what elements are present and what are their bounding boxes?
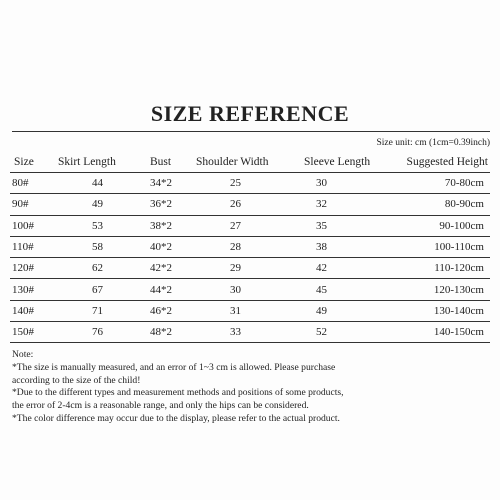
header-suggested-height: Suggested Height xyxy=(396,152,490,173)
cell-skirt-length: 67 xyxy=(58,279,150,300)
cell-size: 110# xyxy=(10,236,58,257)
cell-shoulder-width: 29 xyxy=(196,258,304,279)
cell-sleeve-length: 42 xyxy=(304,258,396,279)
header-sleeve-length: Sleeve Length xyxy=(304,152,396,173)
cell-shoulder-width: 28 xyxy=(196,236,304,257)
header-skirt-length: Skirt Length xyxy=(58,152,150,173)
cell-size: 90# xyxy=(10,194,58,215)
cell-shoulder-width: 26 xyxy=(196,194,304,215)
size-table xyxy=(10,152,490,343)
table-row xyxy=(10,279,490,300)
cell-bust: 48*2 xyxy=(150,322,196,343)
cell-suggested-height: 120-130cm xyxy=(396,279,490,300)
table-row xyxy=(10,194,490,215)
page-title: SIZE REFERENCE xyxy=(150,101,350,126)
cell-size: 130# xyxy=(10,279,58,300)
table-row xyxy=(10,173,490,194)
notes-section xyxy=(12,349,490,426)
table-row xyxy=(10,215,490,236)
table-row xyxy=(10,322,490,343)
table-header-row xyxy=(10,152,490,173)
cell-suggested-height: 130-140cm xyxy=(396,300,490,321)
title-divider xyxy=(12,131,490,132)
cell-size: 80# xyxy=(10,173,58,194)
cell-size: 120# xyxy=(10,258,58,279)
cell-shoulder-width: 27 xyxy=(196,215,304,236)
header-bust: Bust xyxy=(150,152,196,173)
note-line: the error of 2-4cm is a reasonable range, and only the hips can be considered. xyxy=(12,400,309,412)
size-unit-note: Size unit: cm (1cm=0.39inch) xyxy=(376,138,490,148)
cell-shoulder-width: 33 xyxy=(196,322,304,343)
note-line: *Due to the different types and measurement methods and positions of some products, xyxy=(12,387,344,399)
cell-skirt-length: 44 xyxy=(58,173,150,194)
cell-shoulder-width: 30 xyxy=(196,279,304,300)
note-line: *The size is manually measured, and an error of 1~3 cm is allowed. Please purchase xyxy=(12,361,336,373)
cell-sleeve-length: 49 xyxy=(304,300,396,321)
cell-sleeve-length: 35 xyxy=(304,215,396,236)
table-row xyxy=(10,300,490,321)
table-row xyxy=(10,236,490,257)
cell-suggested-height: 70-80cm xyxy=(396,173,490,194)
cell-sleeve-length: 52 xyxy=(304,322,396,343)
cell-bust: 34*2 xyxy=(150,173,196,194)
header-shoulder-width: Shoulder Width xyxy=(196,152,304,173)
cell-sleeve-length: 30 xyxy=(304,173,396,194)
cell-sleeve-length: 38 xyxy=(304,236,396,257)
cell-skirt-length: 62 xyxy=(58,258,150,279)
cell-bust: 42*2 xyxy=(150,258,196,279)
table-row xyxy=(10,258,490,279)
cell-skirt-length: 53 xyxy=(58,215,150,236)
header-size: Size xyxy=(10,152,58,173)
cell-suggested-height: 140-150cm xyxy=(396,322,490,343)
cell-suggested-height: 80-90cm xyxy=(396,194,490,215)
cell-skirt-length: 58 xyxy=(58,236,150,257)
cell-size: 140# xyxy=(10,300,58,321)
cell-bust: 40*2 xyxy=(150,236,196,257)
cell-skirt-length: 76 xyxy=(58,322,150,343)
cell-bust: 36*2 xyxy=(150,194,196,215)
cell-suggested-height: 110-120cm xyxy=(396,258,490,279)
cell-size: 150# xyxy=(10,322,58,343)
cell-bust: 44*2 xyxy=(150,279,196,300)
cell-bust: 46*2 xyxy=(150,300,196,321)
cell-suggested-height: 100-110cm xyxy=(396,236,490,257)
cell-sleeve-length: 32 xyxy=(304,194,396,215)
cell-skirt-length: 71 xyxy=(58,300,150,321)
notes-heading: Note: xyxy=(12,349,34,360)
note-line: *The color difference may occur due to the display, please refer to the actual product. xyxy=(12,412,340,424)
cell-bust: 38*2 xyxy=(150,215,196,236)
cell-suggested-height: 90-100cm xyxy=(396,215,490,236)
cell-shoulder-width: 31 xyxy=(196,300,304,321)
cell-size: 100# xyxy=(10,215,58,236)
note-line: according to the size of the child! xyxy=(12,374,141,386)
cell-shoulder-width: 25 xyxy=(196,173,304,194)
cell-skirt-length: 49 xyxy=(58,194,150,215)
cell-sleeve-length: 45 xyxy=(304,279,396,300)
